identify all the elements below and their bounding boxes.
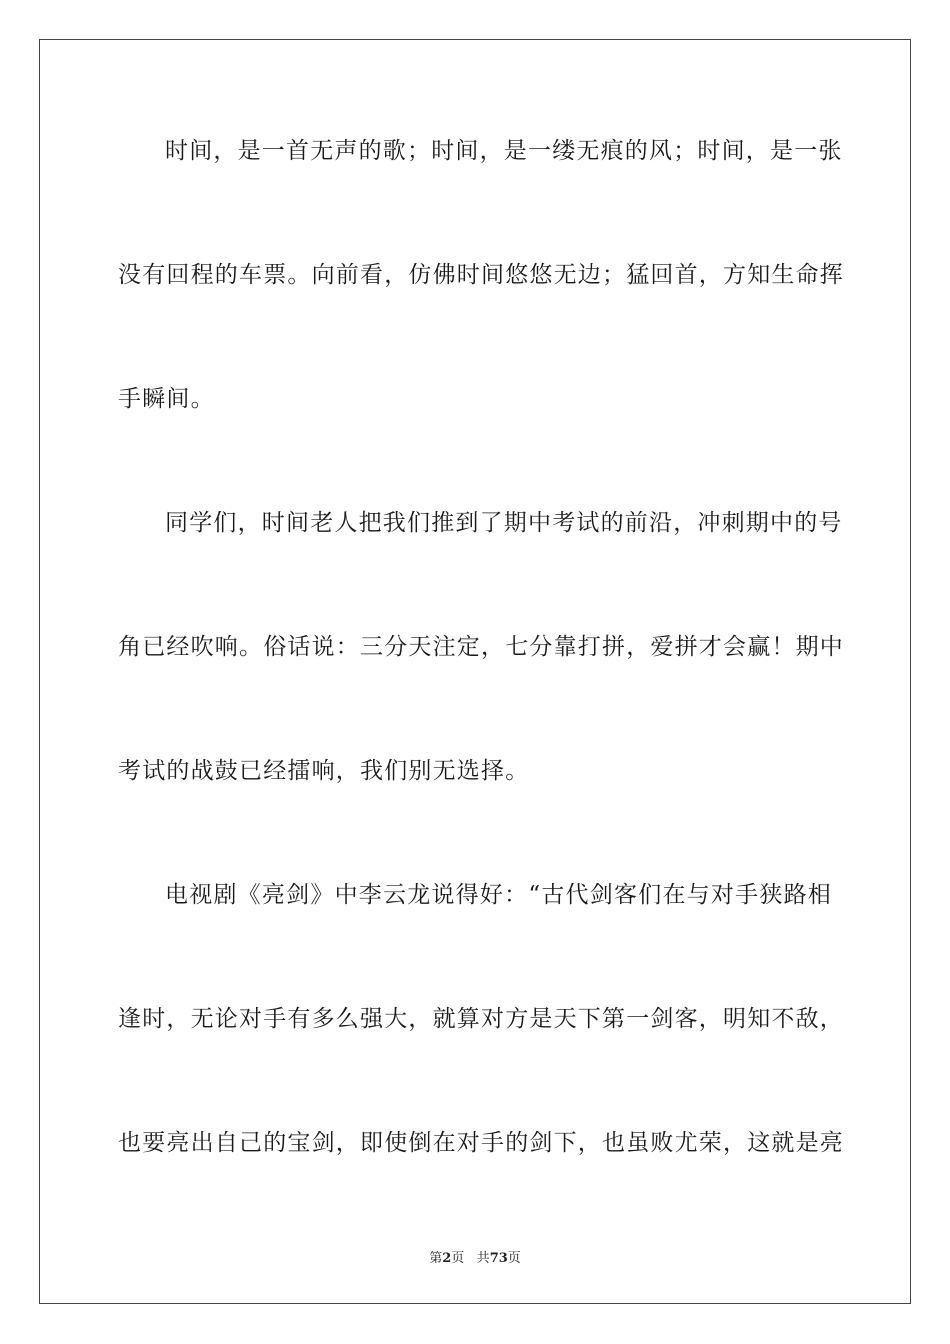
paragraph-3-line-3: 也要亮出自己的宝剑，即使倒在对手的剑下，也虽败尤荣，这就是亮 bbox=[118, 1130, 844, 1156]
paragraph-1-line-3: 手瞬间。 bbox=[118, 386, 215, 412]
paragraph-3-line-1: 电视剧《亮剑》中李云龙说得好：“古代剑客们在与对手狭路相 bbox=[165, 882, 832, 908]
footer-total-prefix: 共 bbox=[476, 1251, 490, 1266]
page-frame bbox=[39, 39, 911, 1304]
paragraph-2-line-2: 角已经吹响。俗话说：三分天注定，七分靠打拼，爱拼才会赢！期中 bbox=[118, 634, 844, 660]
page-footer bbox=[0, 1247, 950, 1266]
footer-prefix: 第 bbox=[429, 1251, 443, 1266]
paragraph-1-line-1: 时间，是一首无声的歌；时间，是一缕无痕的风；时间，是一张 bbox=[165, 138, 843, 164]
paragraph-2-line-3: 考试的战鼓已经擂响，我们别无选择。 bbox=[118, 758, 530, 784]
total-page-count: 73 bbox=[489, 1251, 508, 1266]
paragraph-1-line-2: 没有回程的车票。向前看，仿佛时间悠悠无边；猛回首，方知生命挥 bbox=[118, 262, 844, 288]
current-page-number: 2 bbox=[442, 1251, 452, 1266]
footer-total-suffix: 页 bbox=[507, 1251, 521, 1266]
footer-page-suffix: 页 bbox=[451, 1251, 465, 1266]
paragraph-2-line-1: 同学们，时间老人把我们推到了期中考试的前沿，冲刺期中的号 bbox=[165, 510, 843, 536]
paragraph-3-line-2: 逢时，无论对手有多么强大，就算对方是天下第一剑客，明知不敌， bbox=[118, 1006, 844, 1032]
